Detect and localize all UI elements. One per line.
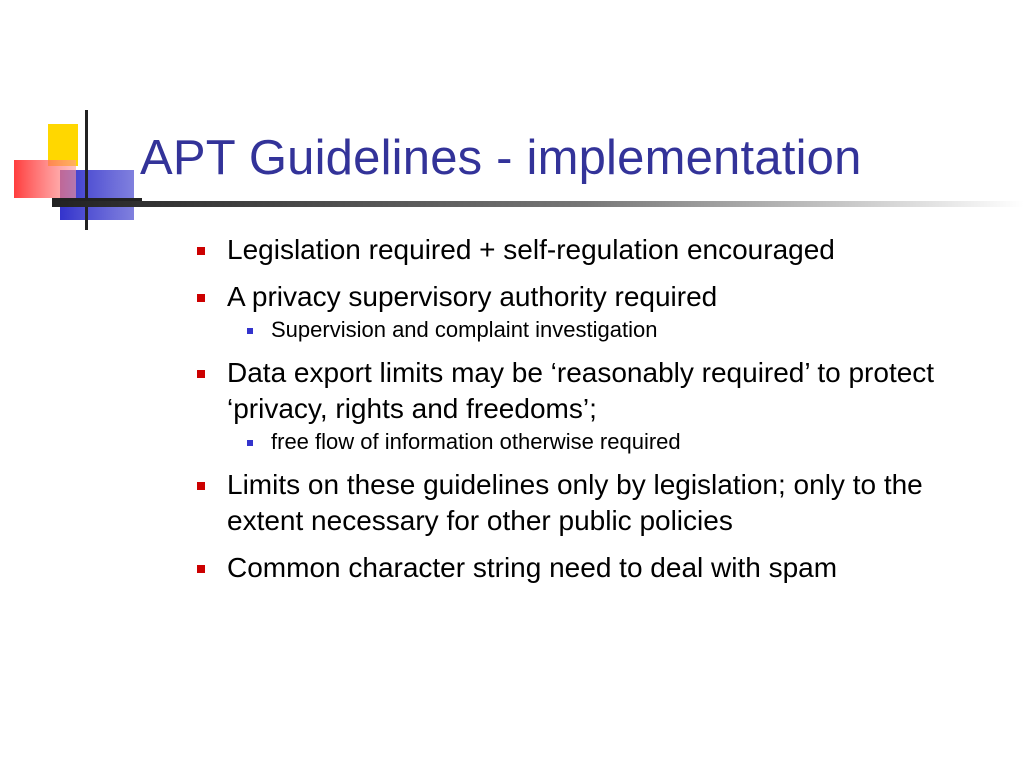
title-underline-rule — [52, 200, 1024, 208]
bullet-text: Legislation required + self-regulation encouraged — [227, 234, 835, 265]
sub-bullet-text: Supervision and complaint investigation — [271, 317, 658, 342]
bullet-square-icon — [197, 565, 205, 573]
slide-title: APT Guidelines - implementation — [140, 131, 862, 185]
logo-yellow-square — [48, 124, 78, 166]
bullet-item — [196, 279, 996, 344]
bullet-item — [196, 355, 996, 456]
bullet-list — [196, 232, 996, 597]
bullet-item — [196, 550, 996, 586]
bullet-square-icon — [197, 482, 205, 490]
sub-bullet-list — [196, 316, 996, 344]
logo-red-square — [14, 160, 76, 198]
slide-logo-icon — [0, 100, 160, 230]
sub-bullet-text: free flow of information otherwise required — [271, 429, 681, 454]
bullet-square-icon — [197, 247, 205, 255]
bullet-text: Common character string need to deal with spam — [227, 552, 838, 583]
sub-bullet-square-icon — [247, 328, 253, 334]
sub-bullet-square-icon — [247, 440, 253, 446]
bullet-square-icon — [197, 370, 205, 378]
bullet-text: A privacy supervisory authority required — [227, 281, 718, 312]
bullet-text: Limits on these guidelines only by legislation; only to the extent necessary for other public policies — [227, 469, 923, 536]
bullet-square-icon — [197, 294, 205, 302]
sub-bullet-list — [196, 428, 996, 456]
sub-bullet-item — [196, 428, 996, 456]
bullet-text: Data export limits may be ‘reasonably required’ to protect ‘privacy, rights and freedoms’; — [227, 357, 935, 424]
bullet-item — [196, 467, 996, 539]
sub-bullet-item — [196, 316, 996, 344]
logo-vertical-line — [85, 110, 88, 230]
bullet-item — [196, 232, 996, 268]
